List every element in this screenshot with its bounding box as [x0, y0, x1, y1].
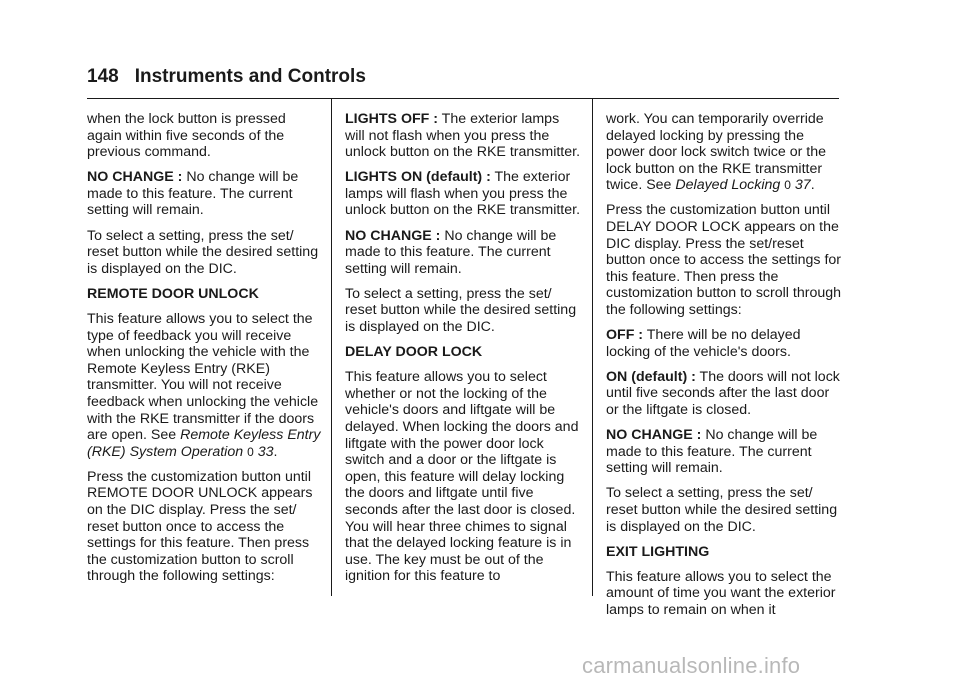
page-header	[87, 66, 839, 88]
page-number: 148	[87, 66, 119, 87]
sentence-end: .	[273, 443, 278, 460]
paragraph: To select a setting, press the set/ reset button while the desired setting is displayed on the DIC.	[606, 485, 838, 535]
header-rule	[87, 98, 839, 99]
setting-label: LIGHTS ON (default) :	[345, 169, 491, 186]
sentence-end: .	[810, 177, 815, 194]
heading-exit-lighting: EXIT LIGHTING	[606, 543, 710, 560]
paragraph: This feature allows you to select whether or not the locking of the vehicle's doors and liftgate will be delayed. When locking the doors and liftgate with the power door lock switch and a door or the liftgate is open, this feature will delay locking the doors and liftgate until five seconds after the last door is closed. You will hear three chimes to signal that the delayed locking feature is in use. The key must be out of the ignition for this feature to	[345, 369, 579, 585]
setting-label: NO CHANGE :	[87, 169, 183, 186]
setting-off	[606, 327, 843, 360]
column-2	[345, 111, 582, 593]
column-3	[606, 111, 843, 627]
page-ref-icon: 0	[247, 444, 254, 459]
column-1	[87, 111, 324, 593]
paragraph: To select a setting, press the set/ reset button while the desired setting is displayed on the DIC.	[87, 227, 319, 277]
setting-no-change	[87, 169, 324, 219]
section-title: Instruments and Controls	[134, 66, 366, 87]
setting-lights-on	[345, 169, 582, 219]
page-ref-number[interactable]: 37	[794, 177, 811, 194]
setting-label: ON (default) :	[606, 368, 696, 385]
heading-delay-door-lock: DELAY DOOR LOCK	[345, 344, 483, 361]
setting-no-change	[606, 427, 843, 477]
cross-reference-link[interactable]: Delayed Locking	[675, 177, 781, 194]
setting-lights-off	[345, 111, 582, 161]
setting-no-change	[345, 228, 582, 278]
paragraph: Press the customization button until REMOTE DOOR UNLOCK appears on the DIC display. Press the set/ reset button once to access the settings for this feature. Then press the customization button to scroll through the following settings:	[87, 468, 313, 585]
setting-text: No change will be made to this feature. The current setting will remain.	[606, 427, 818, 477]
column-divider-2	[592, 98, 593, 596]
setting-text: No change will be made to this feature. The current setting will remain.	[87, 169, 299, 219]
paragraph-text: work. You can temporarily override delayed locking by pressing the power door lock switch twice or the lock button on the RKE transmitter twice. See	[606, 111, 826, 194]
paragraph: This feature allows you to select the amount of time you want the exterior lamps to remain on when it	[606, 568, 836, 618]
page-ref-icon: 0	[784, 178, 791, 193]
paragraph-with-reference	[87, 311, 324, 460]
setting-text: There will be no delayed locking of the vehicle's doors.	[606, 327, 801, 360]
column-divider-1	[331, 98, 332, 596]
paragraph: To select a setting, press the set/ reset button while the desired setting is displayed on the DIC.	[345, 285, 577, 336]
page-ref-number[interactable]: 33	[257, 443, 274, 460]
paragraph: when the lock button is pressed again within five seconds of the previous command.	[87, 111, 286, 161]
setting-text: The exterior lamps will not flash when you press the unlock button on the RKE transmitter.	[345, 111, 581, 161]
paragraph-with-reference	[606, 111, 843, 194]
paragraph: Press the customization button until DELAY DOOR LOCK appears on the DIC display. Press the set/reset button once to access the settings for this feature. Then press the customization button to scroll through the following settings:	[606, 202, 842, 319]
setting-label: NO CHANGE :	[606, 427, 702, 444]
setting-label: LIGHTS OFF :	[345, 111, 438, 127]
paragraph-text: This feature allows you to select the type of feedback you will receive when unlocking the vehicle with the Remote Keyless Entry (RKE) transmitter. You will not receive feedback when unlocking the vehicle with the RKE transmitter if the doors are open. See	[87, 310, 319, 444]
setting-text: The doors will not lock until five seconds after the last door or the liftgate is closed.	[606, 368, 840, 418]
setting-on	[606, 369, 843, 419]
heading-remote-door-unlock: REMOTE DOOR UNLOCK	[87, 285, 259, 302]
cross-reference-link[interactable]: Remote Keyless Entry (RKE) System Operation	[87, 427, 321, 460]
watermark: carmanualsonline.info	[582, 653, 801, 678]
setting-label: NO CHANGE :	[345, 227, 441, 244]
setting-text: No change will be made to this feature. The current setting will remain.	[345, 227, 557, 277]
setting-text: The exterior lamps will flash when you press the unlock button on the RKE transmitter.	[345, 169, 581, 219]
setting-label: OFF :	[606, 327, 644, 344]
